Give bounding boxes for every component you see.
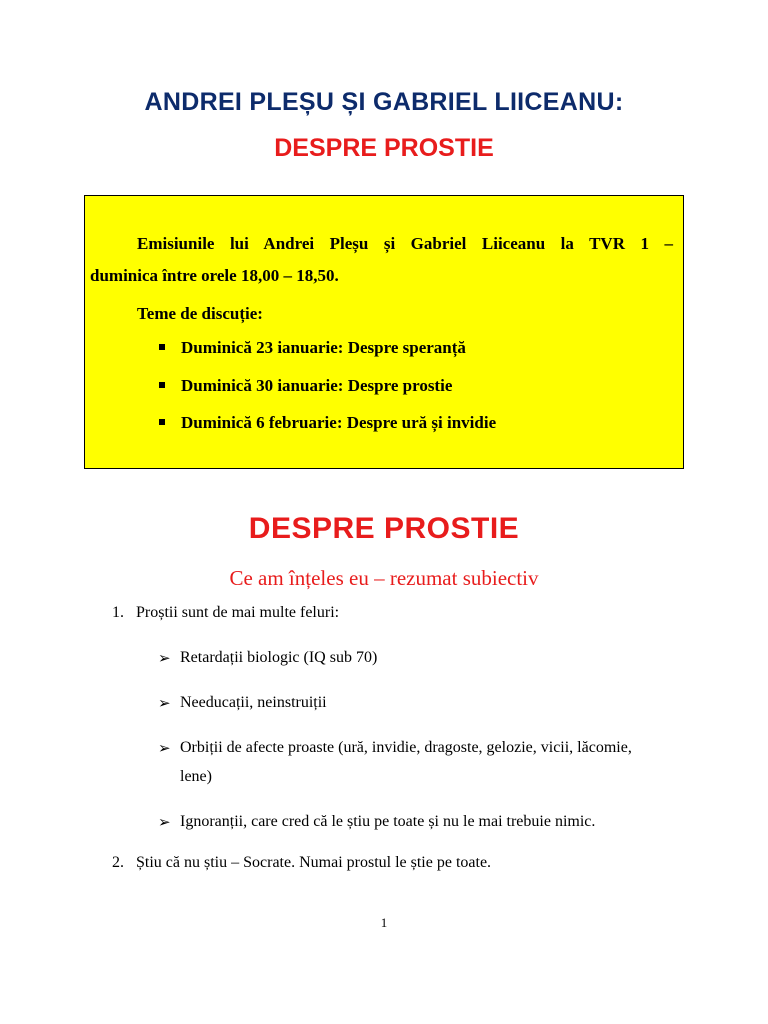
list-item — [159, 413, 496, 451]
section-heading: DESPRE PROSTIE — [248, 512, 520, 545]
topic-text: Duminică 23 ianuarie: Despre speranță — [181, 338, 466, 357]
intro-line-1: Emisiunile lui Andrei Pleșu și Gabriel Liiceanu la TVR 1 – — [137, 234, 673, 253]
sub-item-text-continued: lene) — [180, 768, 212, 785]
document-subtitle: DESPRE PROSTIE — [274, 134, 494, 162]
list-item — [159, 376, 496, 414]
item-text: Știu că nu știu – Socrate. Numai prostul le știe pe toate. — [136, 854, 492, 871]
info-box — [84, 195, 684, 469]
square-bullet-icon — [159, 344, 165, 350]
topic-text: Duminică 6 februarie: Despre ură și invidie — [181, 413, 497, 432]
page-number: 1 — [380, 915, 388, 930]
arrow-bullet-icon: ➢ — [158, 696, 171, 712]
section-subheading: Ce am înțeles eu – rezumat subiectiv — [229, 566, 539, 590]
item-number: 2. — [112, 854, 124, 871]
arrow-bullet-icon: ➢ — [158, 741, 171, 757]
topics-label: Teme de discuție: — [137, 304, 263, 323]
arrow-bullet-icon: ➢ — [158, 815, 171, 831]
topic-text: Duminică 30 ianuarie: Despre prostie — [181, 375, 453, 395]
document-title: ANDREI PLEȘU ȘI GABRIEL LIICEANU: — [144, 88, 624, 116]
square-bullet-icon — [159, 419, 165, 425]
item-number: 1. — [112, 604, 124, 621]
square-bullet-icon — [159, 382, 165, 388]
topics-list — [159, 338, 496, 451]
sub-item-text: Retardații biologic (IQ sub 70) — [180, 649, 378, 666]
intro-line-2: duminica între orele 18,00 – 18,50. — [90, 266, 339, 285]
sub-item-text: Needucații, neinstruiții — [180, 694, 327, 711]
item-text: Proștii sunt de mai multe feluri: — [136, 604, 340, 621]
list-item — [159, 338, 496, 376]
sub-item-text: Orbiții de afecte proaste (ură, invidie, dragoste, gelozie, vicii, lăcomie, — [180, 739, 632, 756]
sub-item-text: Ignoranții, care cred că le știu pe toate și nu le mai trebuie nimic. — [180, 813, 596, 830]
arrow-bullet-icon: ➢ — [158, 651, 171, 667]
